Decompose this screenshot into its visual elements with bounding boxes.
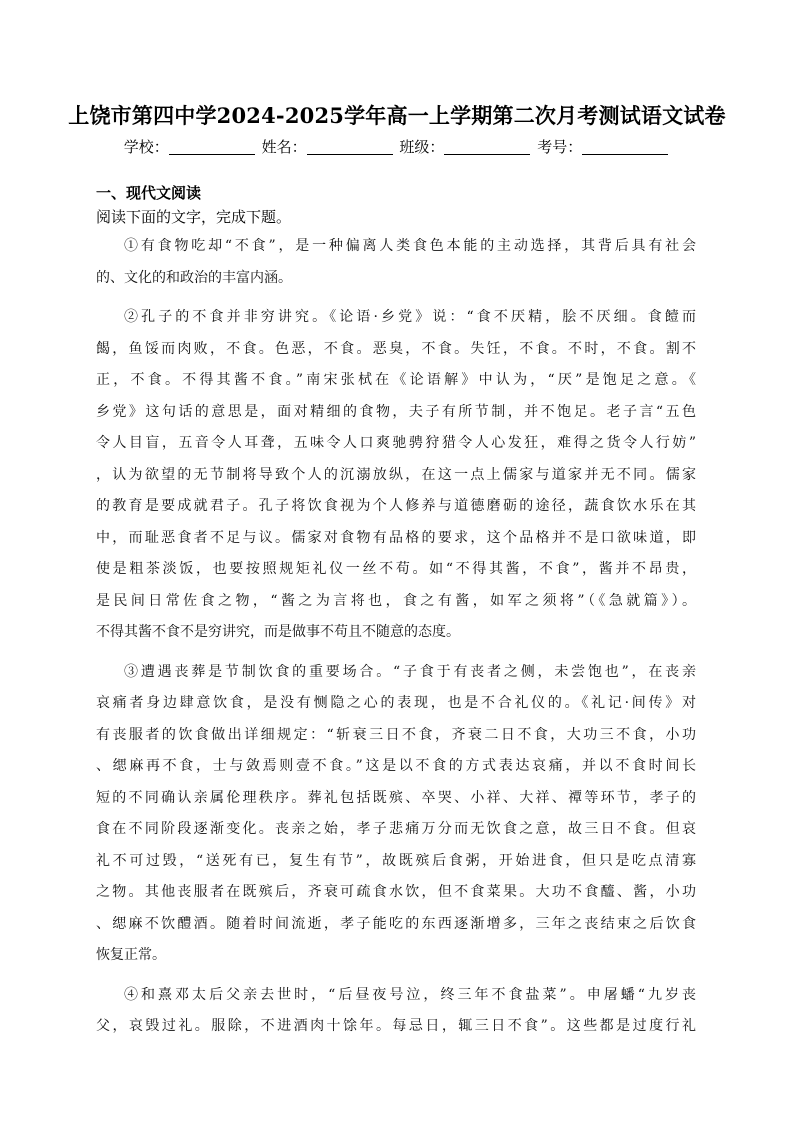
passage-line: ③遭遇丧葬是节制饮食的重要场合。“子食于有丧者之侧，未尝饱也”，在丧亲 bbox=[124, 663, 696, 680]
passage-line: 正，不食。不得其酱不食。”南宋张栻在《论语解》中认为，“厌”是饱足之意。《 bbox=[96, 372, 696, 388]
document-title: 上饶市第四中学2024-2025学年高一上学期第二次月考测试语文试卷 bbox=[68, 103, 726, 128]
passage-line: 、缌麻不饮醴酒。随着时间流逝，孝子能吃的东西逐渐增多，三年之丧结束之后饮食 bbox=[96, 915, 696, 932]
passage-line: ，认为欲望的无节制将导致个人的沉溺放纵，在这一点上儒家与道家并无不同。儒家 bbox=[96, 466, 696, 483]
passage-line: 礼不可过毁，“送死有已，复生有节”，故既殡后食粥，开始进食，但只是吃点清寡 bbox=[96, 852, 696, 869]
reading-passage bbox=[96, 231, 696, 1051]
name-label: 姓名： bbox=[261, 138, 307, 156]
class-blank[interactable] bbox=[444, 139, 530, 155]
passage-line: 不得其酱不食不是穷讲究，而是做事不苟且不随意的态度。 bbox=[96, 624, 460, 640]
passage-paragraph bbox=[96, 980, 696, 1043]
passage-line: ④和熹邓太后父亲去世时，“后昼夜号泣，终三年不食盐菜”。申屠蟠“九岁丧 bbox=[124, 986, 696, 1003]
passage-line: 餲，鱼馁而肉败，不食。色恶，不食。恶臭，不食。失饪，不食。不时，不食。割不 bbox=[96, 340, 696, 357]
passage-line: ①有食物吃却“不食”，是一种偏离人类食色本能的主动选择，其背后具有社会 bbox=[124, 238, 696, 254]
name-blank[interactable] bbox=[307, 139, 393, 155]
exam-number-label: 考号： bbox=[537, 138, 583, 156]
passage-line: 乡党》这句话的意思是，面对精细的食物，夫子有所节制，并不饱足。老子言“五色 bbox=[96, 403, 696, 420]
passage-line: 短的不同确认亲属伦理秩序。葬礼包括既殡、卒哭、小祥、大祥、禫等环节，孝子的 bbox=[96, 789, 696, 806]
passage-paragraph bbox=[96, 302, 696, 649]
passage-paragraph bbox=[96, 657, 696, 972]
passage-line: 令人目盲，五音令人耳聋，五味令人口爽驰骋狩猎令人心发狂，难得之货令人行妨” bbox=[96, 435, 696, 451]
passage-line: 有丧服者的饮食做出详细规定：“斩衰三日不食，齐衰二日不食，大功三不食，小功 bbox=[96, 726, 696, 743]
reading-instruction: 阅读下面的文字，完成下题。 bbox=[96, 208, 292, 226]
passage-line: 使是粗茶淡饭，也要按照规矩礼仪一丝不苟。如“不得其酱，不食”，酱并不昂贵， bbox=[96, 561, 696, 577]
passage-line: 是民间日常佐食之物，“酱之为言将也，食之有酱，如军之须将”（《急就篇》）。 bbox=[96, 592, 696, 609]
school-blank[interactable] bbox=[169, 139, 255, 155]
passage-line: 之物。其他丧服者在既殡后，齐衰可疏食水饮，但不食菜果。大功不食醯、酱，小功 bbox=[96, 884, 696, 900]
passage-line: 食在不同阶段逐渐变化。丧亲之始，孝子悲痛万分而无饮食之意，故三日不食。但哀 bbox=[96, 821, 696, 837]
class-label: 班级： bbox=[399, 138, 445, 156]
passage-line: 恢复正常。 bbox=[96, 947, 166, 963]
passage-line: 的、文化的和政治的丰富内涵。 bbox=[96, 269, 292, 286]
passage-line: 父，哀毁过礼。服除，不进酒肉十馀年。每忌日，辄三日不食”。这些都是过度行礼 bbox=[96, 1018, 696, 1034]
passage-line: 中，而耻恶食者不足与议。儒家对食物有品格的要求，这个品格并不是口欲味道，即 bbox=[96, 529, 696, 546]
passage-paragraph bbox=[96, 231, 696, 294]
passage-line: 哀痛者身边肆意饮食，是没有恻隐之心的表现，也是不合礼仪的。《礼记·间传》对 bbox=[96, 695, 696, 711]
school-label: 学校： bbox=[123, 138, 169, 156]
section-heading: 一、现代文阅读 bbox=[96, 184, 202, 202]
exam-number-blank[interactable] bbox=[582, 139, 668, 155]
passage-line: 的教育是要成就君子。孔子将饮食视为个人修养与道德磨砺的途径，蔬食饮水乐在其 bbox=[96, 498, 696, 514]
student-info-row bbox=[0, 136, 794, 157]
passage-line: 、缌麻再不食，士与敛焉则壹不食。”这是以不食的方式表达哀痛，并以不食时间长 bbox=[96, 758, 696, 774]
passage-line: ②孔子的不食并非穷讲究。《论语·乡党》说：“食不厌精，脍不厌细。食饐而 bbox=[124, 309, 696, 325]
